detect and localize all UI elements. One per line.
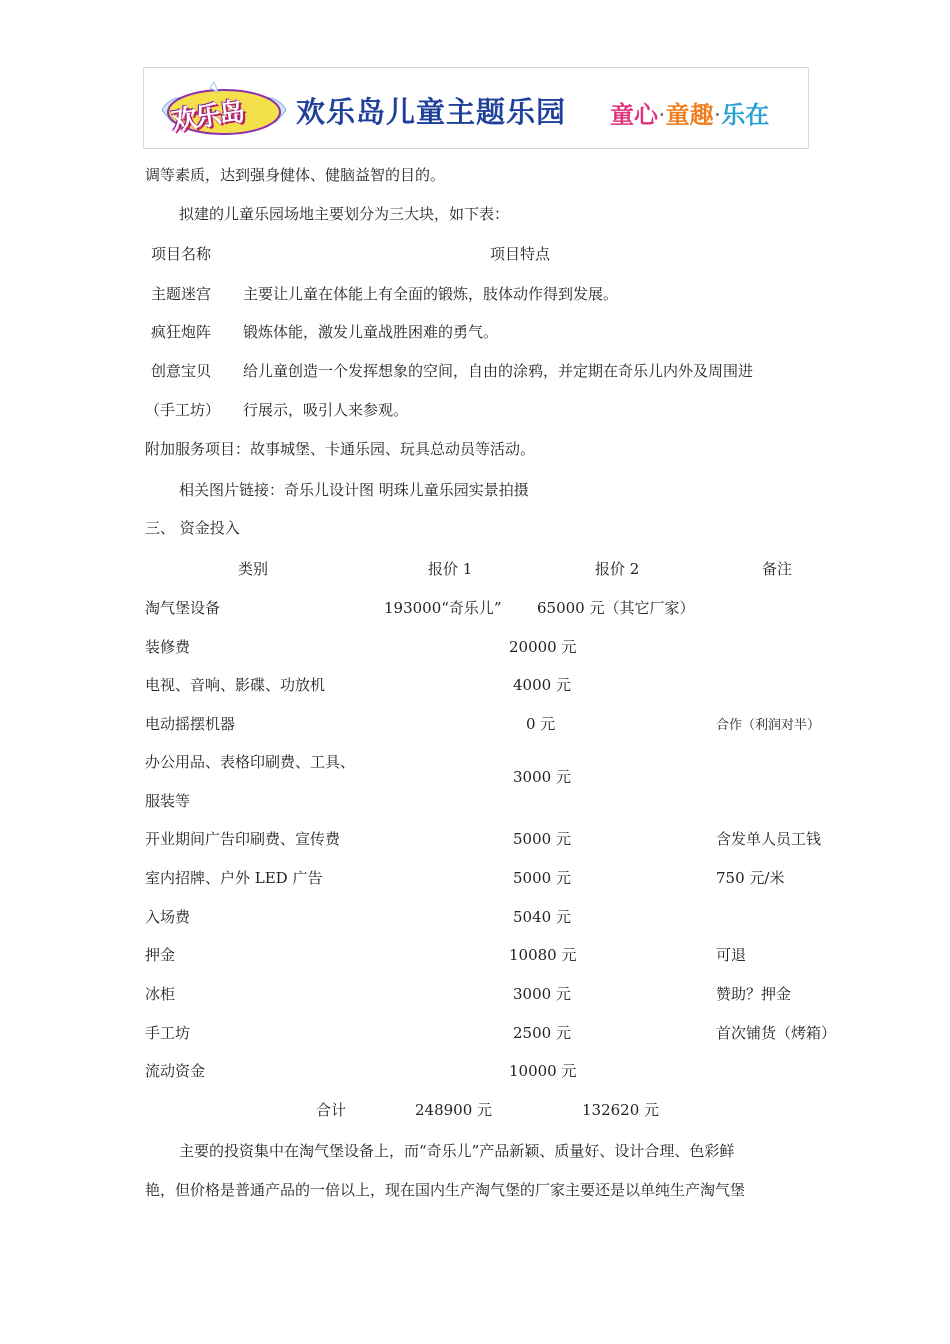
total-quote1: 248900 元: [415, 1101, 493, 1119]
intro-line-2: 拟建的儿童乐园场地主要划分为三大块，如下表：: [179, 205, 510, 223]
slogan-part-3: 乐在: [721, 101, 770, 129]
fund-quote1: 3000 元: [513, 985, 571, 1003]
fund-note: 首次铺货（烤箱）: [716, 1024, 837, 1042]
extra-service: 附加服务项目：故事城堡、卡通乐园、玩具总动员等活动。: [145, 440, 536, 458]
fund-quote1: 3000 元: [513, 768, 571, 786]
fund-category: 装修费: [145, 638, 191, 656]
fund-note: 赞助？押金: [716, 985, 792, 1003]
fund-note: 可退: [716, 946, 747, 964]
brand-slogan: [610, 95, 769, 130]
zone-name: 疯狂炮阵: [151, 323, 212, 341]
fund-category: 淘气堡设备: [145, 599, 221, 617]
funds-header-quote1: 报价 1: [428, 560, 473, 578]
photo-links: 相关图片链接：奇乐儿设计图 明珠儿童乐园实景拍摄: [179, 481, 529, 499]
funds-header-category: 类别: [238, 560, 269, 578]
slogan-part-1: 童心: [610, 101, 658, 129]
fund-category: 手工坊: [145, 1024, 191, 1042]
section-heading: 三、 资金投入: [145, 519, 240, 537]
fund-quote1: 20000 元: [509, 638, 577, 656]
fund-quote1: 10080 元: [509, 946, 577, 964]
funds-header-note: 备注: [762, 560, 793, 578]
fund-category: 电视、音响、影碟、功放机: [145, 676, 326, 694]
conclusion-line-1: 主要的投资集中在淘气堡设备上，而“奇乐儿”产品新颖、质量好、设计合理、色彩鲜: [179, 1142, 735, 1160]
fund-category: 冰柜: [145, 985, 176, 1003]
fund-quote1: 5000 元: [513, 830, 571, 848]
zone-feature: 锻炼体能，激发儿童战胜困难的勇气。: [243, 323, 499, 341]
zone-name: 创意宝贝: [151, 362, 212, 380]
fund-category: 入场费: [145, 908, 191, 926]
fund-quote1: 0 元: [526, 715, 556, 733]
fund-category: 办公用品、表格印刷费、工具、: [145, 753, 356, 771]
slogan-part-2: 童趣: [665, 101, 714, 129]
fund-category-cont: 服装等: [145, 792, 191, 810]
fund-quote1: 5000 元: [513, 869, 571, 887]
zones-header-name: 项目名称: [151, 245, 212, 263]
slogan-sep: ·: [713, 101, 722, 129]
total-label: 合计: [316, 1101, 347, 1119]
zone-name: 主题迷宫: [151, 285, 212, 303]
fund-quote1: 4000 元: [513, 676, 571, 694]
zone-feature: 行展示，吸引人来参观。: [243, 401, 409, 419]
zone-name: （手工坊）: [145, 401, 221, 419]
slogan-sep: ·: [658, 101, 666, 129]
fund-category: 室内招牌、户外 LED 广告: [145, 869, 323, 887]
brand-title: 欢乐岛儿童主题乐园: [296, 95, 567, 129]
fund-quote1: 193000“奇乐儿”: [384, 599, 502, 617]
logo-text: 欢乐岛: [169, 97, 246, 137]
zone-feature: 主要让儿童在体能上有全面的锻炼，肢体动作得到发展。: [243, 285, 619, 303]
fund-note: 750 元/米: [716, 869, 785, 887]
intro-line-1: 调等素质，达到强身健体、健脑益智的目的。: [145, 166, 446, 184]
fund-category: 电动摇摆机器: [145, 715, 236, 733]
fund-quote1: 2500 元: [513, 1024, 571, 1042]
conclusion-line-2: 艳，但价格是普通产品的一倍以上，现在国内生产淘气堡的厂家主要还是以单纯生产淘气堡: [145, 1181, 746, 1199]
fund-category: 押金: [145, 946, 176, 964]
zones-header-feature: 项目特点: [490, 245, 551, 263]
fund-note: 含发单人员工钱: [716, 830, 822, 848]
fund-note: 合作（利润对半）: [716, 718, 821, 733]
fund-category: 开业期间广告印刷费、宣传费: [145, 830, 341, 848]
zone-feature: 给儿童创造一个发挥想象的空间，自由的涂鸦，并定期在奇乐儿内外及周围进: [243, 362, 754, 380]
total-quote2: 132620 元: [582, 1101, 660, 1119]
fund-quote2: 65000 元（其它厂家）: [537, 599, 695, 617]
fund-quote1: 5040 元: [513, 908, 571, 926]
header-banner: [143, 67, 809, 149]
funds-header-quote2: 报价 2: [595, 560, 640, 578]
fund-category: 流动资金: [145, 1062, 206, 1080]
fund-quote1: 10000 元: [509, 1062, 577, 1080]
